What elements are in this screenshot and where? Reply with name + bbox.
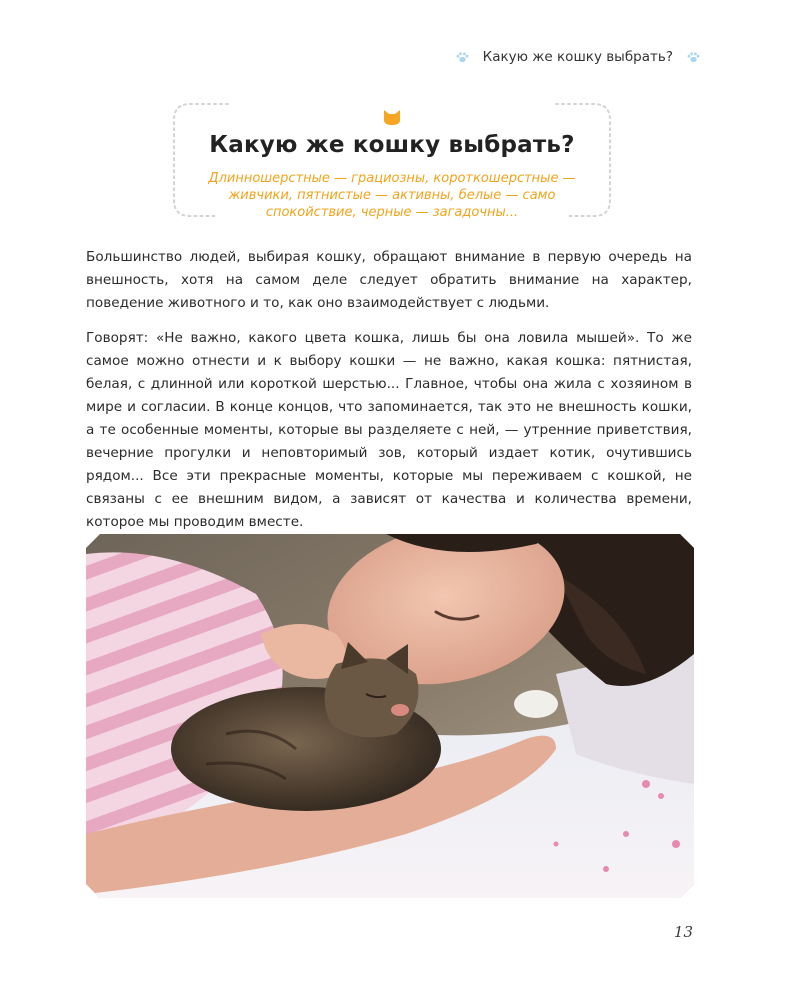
subtitle: [206, 170, 578, 221]
body-paragraph: [86, 327, 692, 534]
paragraph-text: Большинство людей, выбирая кошку, обращают внимание в первую очередь на внешность, хотя на самом деле следует обратить внимание на характер, поведение животного и то, как оно взаимодействует с людьми.: [86, 249, 692, 311]
body-paragraph: [86, 246, 692, 315]
photo-girl-with-cat: [86, 534, 694, 898]
paragraph-text: Говорят: «Не важно, какого цвета кошка, лишь бы она ловила мышей». То же самое можно отнести и к выбору кошки — не важно, какая кошка: пятнистая, белая, с длинной или короткой шерстью... Главное, чтобы она жила с хозяином в мире и согласии. В конце концов, что запоминается, так это не внешность кошки, а те особенные моменты, которые вы разделяете с ней, — утренние приветствия, вечерние прогулки и неповторимый зов, который издает котик, очутившись рядом... Все эти прекрасные моменты, которые мы переживаем с кошкой, не связаны с ее внешним видом, а зависят от качества и количества времени, которое мы проводим вместе.: [86, 330, 692, 530]
paw-icon: [687, 52, 700, 63]
running-header-text: Какую же кошку выбрать?: [482, 49, 673, 65]
title-block: [168, 98, 616, 222]
cat-head-icon: [382, 108, 402, 126]
page-number: 13: [673, 923, 693, 941]
paw-icon: [456, 52, 469, 63]
subtitle-line: живчики, пятнистые — активны, белые — само: [228, 188, 556, 203]
page-title: Какую же кошку выбрать?: [209, 132, 575, 158]
subtitle-line: Длинношерстные — грациозны, короткошерстные —: [208, 171, 576, 186]
subtitle-line: спокойствие, черные — загадочны...: [265, 205, 519, 220]
running-header: [456, 49, 700, 65]
